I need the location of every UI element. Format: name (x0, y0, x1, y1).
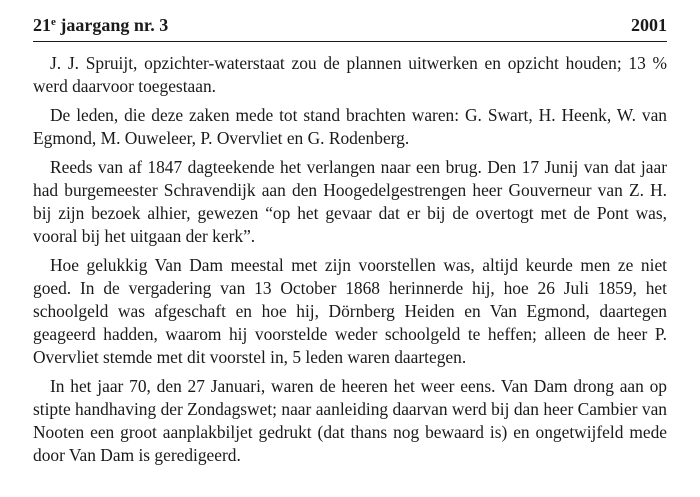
paragraph-leden: De leden, die deze zaken mede tot stand brachten waren: G. Swart, H. Heenk, W. van Egmond, M. Ouweleer, P. Overvliet en G. Rodenberg. (33, 105, 667, 148)
volume-label: 21e jaargang nr. 3 (33, 15, 169, 35)
paragraph-opzichter: J. J. Spruijt, opzichter-waterstaat zou de plannen uitwerken en opzicht houden; 13 % werd daarvoor toegestaan. (33, 53, 667, 96)
running-header (33, 14, 667, 42)
page (33, 14, 667, 467)
volume-ordinal-suffix: e (51, 16, 56, 28)
paragraph-zondagswet: In het jaar 70, den 27 Januari, waren de heeren het weer eens. Van Dam drong aan op stipte handhaving der Zondagswet; naar aanleiding daarvan werd bij dan heer Cambier van Nooten een groot aanplakbiljet gedrukt (dat thans nog bewaard is) en ongetwijfeld mede door Van Dam is geredigeerd. (33, 376, 667, 465)
header-year: 2001 (631, 15, 667, 35)
paragraph-schoolgeld: Hoe gelukkig Van Dam meestal met zijn voorstellen was, altijd keurde men ze niet goed. In de vergadering van 13 October 1868 herinnerde hij, hoe 26 Juli 1859, het schoolgeld was afgeschaft en hoe hij, Dörnberg Heiden en Van Egmond, daartegen geageerd hadden, waarom hij voorstelde weder schoolgeld te heffen; alleen de heer P. Overvliet stemde met dit voorstel in, 5 leden waren daartegen. (33, 255, 667, 367)
article-body (33, 52, 667, 467)
paragraph-brug: Reeds van af 1847 dagteekende het verlangen naar een brug. Den 17 Junij van dat jaar had burgemeester Schravendijk aan den Hoogedelgestrengen heer Gouverneur van Z. H. bij zijn bezoek alhier, gewezen “op het gevaar dat er bij de overtogt met de Pont was, vooral bij het uitgaan der kerk”. (33, 157, 667, 246)
